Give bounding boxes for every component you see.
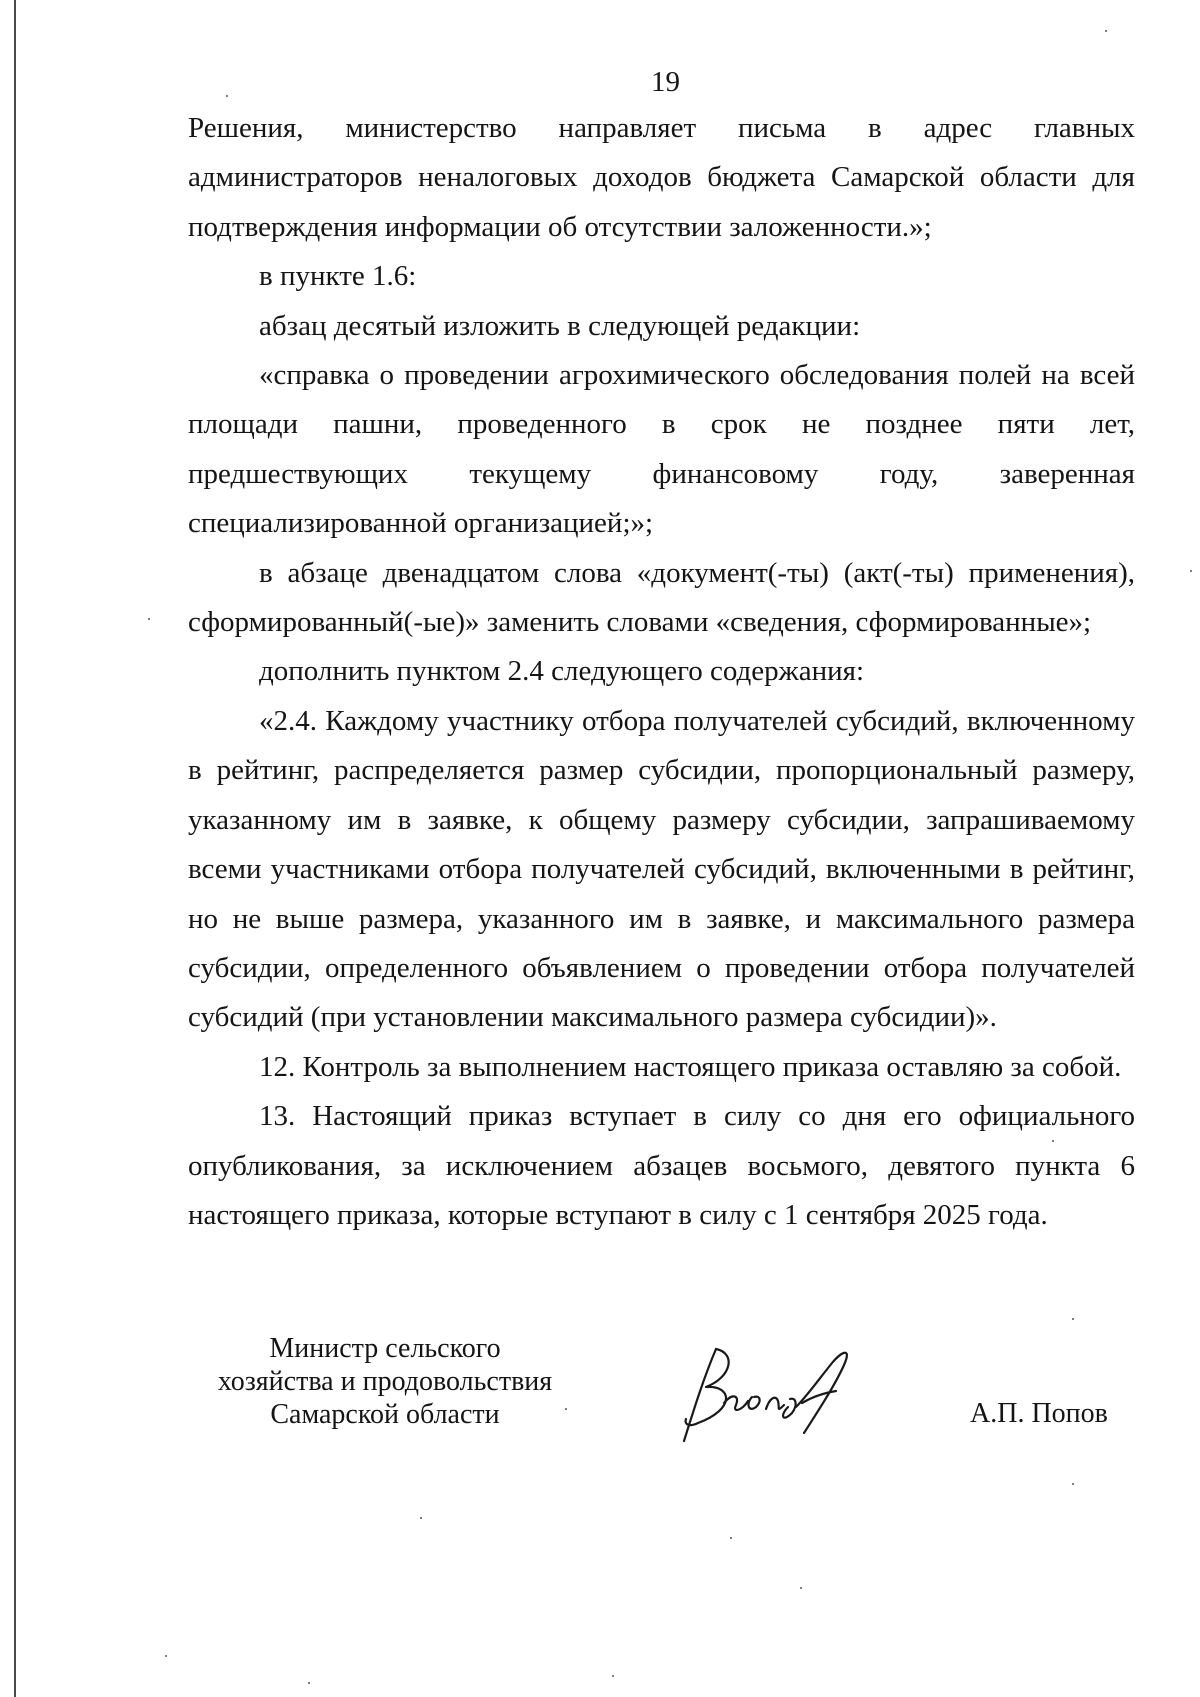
scan-speck [565,1408,567,1410]
signatory-name: А.П. Попов [970,1398,1108,1429]
signatory-title-line: Министр сельского [269,1333,501,1364]
scan-speck [1052,1140,1054,1142]
scan-speck [308,1682,310,1684]
signatory-title-line: хозяйства и продовольствия [217,1366,553,1397]
signatory-title-line: Самарской области [270,1399,500,1430]
document-body [188,104,1135,1240]
scan-speck [730,1537,732,1539]
scan-speck [148,618,150,620]
signatory-title [190,1332,580,1431]
scan-speck [1072,1318,1074,1320]
paragraph-add-point-2-4: дополнить пунктом 2.4 следующего содержания: [259,655,865,688]
handwritten-signature [676,1337,896,1447]
scan-speck [1105,30,1107,32]
paragraph-continuation: Решения, министерство направляет письма в адрес главных администраторов неналоговых доходов бюджета Самарской области для подтверждения информации об отсутствии заложенности.»; [188,112,1135,243]
paragraph-item-12: 12. Контроль за выполнением настоящего приказа оставляю за собой. [259,1050,1122,1083]
paragraph-tenth-abzac: абзац десятый изложить в следующей редакции: [259,309,861,342]
page-number: 19 [651,66,680,98]
scan-speck [420,1517,422,1519]
paragraph-point-1-6: в пункте 1.6: [259,260,417,293]
scan-edge-line [14,0,16,1697]
paragraph-twelfth-abzac: в абзаце двенадцатом слова «документ(-ты) (акт(-ты) применения), сформированный(-ые)» заменить словами «сведения, сформированные»; [188,556,1135,639]
scan-speck [165,1655,167,1657]
scan-speck [1190,570,1192,572]
scan-speck [226,95,228,97]
paragraph-agrochem-certificate: «справка о проведении агрохимического обследования полей на всей площади пашни, проведенного в срок не позднее пяти лет, предшествующих текущему финансовому году, заверенная специализированной организацией;»; [188,359,1135,540]
scan-speck [1072,1483,1074,1485]
scan-speck [800,1587,802,1589]
paragraph-item-13: 13. Настоящий приказ вступает в силу со дня его официального опубликования, за исключением абзацев восьмого, девятого пункта 6 настоящего приказа, которые вступают в силу с 1 сентября 2025 года. [188,1100,1135,1231]
scan-speck [612,1675,614,1677]
paragraph-point-2-4-text: «2.4. Каждому участнику отбора получателей субсидий, включенному в рейтинг, распределяется размер субсидии, пропорциональный размеру, указанному им в заявке, к общему размеру субсидии, запрашиваемому всеми участниками отбора получателей субсидий, включенными в рейтинг, но не выше размера, указанного им в заявке, и максимального размера субсидии, определенного объявлением о проведении отбора получателей субсидий (при установлении максимального размера субсидии)». [188,704,1135,1034]
